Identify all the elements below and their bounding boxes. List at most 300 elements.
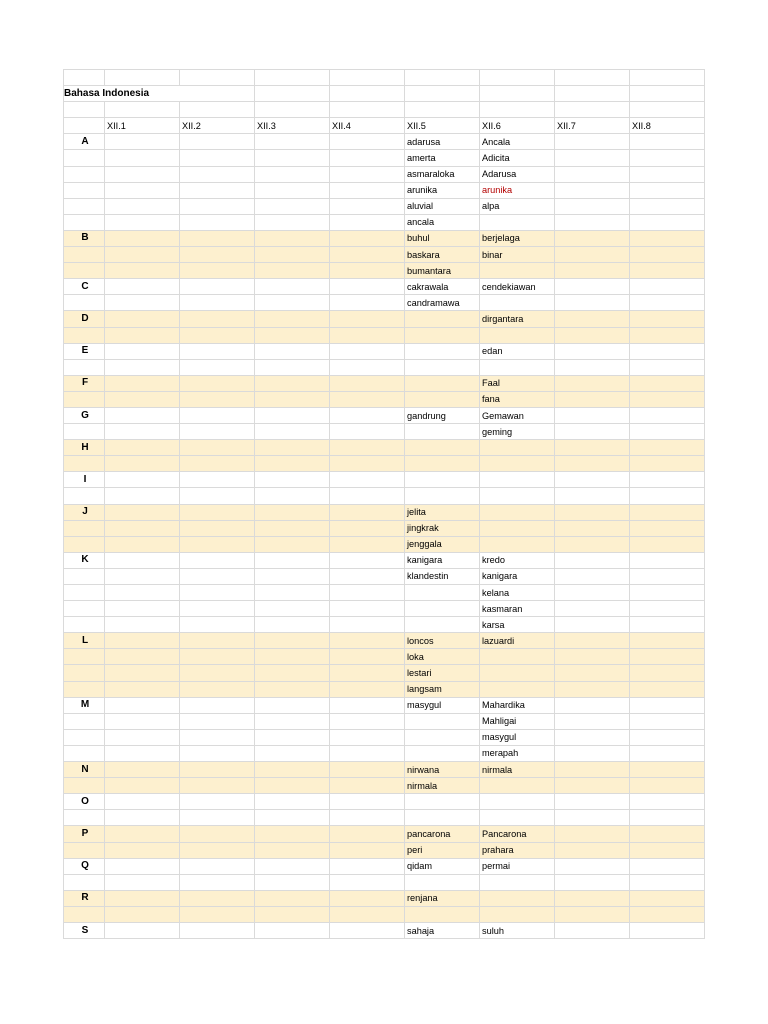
word-cell-xii5[interactable]: gandrung <box>405 407 480 423</box>
word-cell-xii6[interactable]: geming <box>480 424 555 440</box>
empty-cell[interactable] <box>555 198 630 214</box>
empty-cell[interactable] <box>105 134 180 150</box>
empty-cell[interactable] <box>180 166 255 182</box>
empty-cell[interactable] <box>555 890 630 906</box>
empty-cell[interactable] <box>105 424 180 440</box>
letter-cell[interactable] <box>64 665 105 681</box>
letter-cell[interactable] <box>64 247 105 263</box>
empty-cell[interactable] <box>255 504 330 520</box>
letter-cell[interactable] <box>64 810 105 826</box>
empty-cell[interactable] <box>330 375 405 391</box>
word-cell-xii6[interactable]: binar <box>480 247 555 263</box>
empty-cell[interactable] <box>330 697 405 713</box>
empty-cell[interactable] <box>105 230 180 246</box>
empty-cell[interactable] <box>105 198 180 214</box>
empty-cell[interactable] <box>630 858 705 874</box>
word-cell-xii6[interactable] <box>480 440 555 456</box>
word-cell-xii6[interactable] <box>480 890 555 906</box>
word-cell-xii5[interactable]: masygul <box>405 697 480 713</box>
empty-cell[interactable] <box>630 424 705 440</box>
empty-cell[interactable] <box>555 214 630 230</box>
empty-cell[interactable] <box>105 536 180 552</box>
empty-cell[interactable] <box>330 713 405 729</box>
empty-cell[interactable] <box>630 681 705 697</box>
empty-cell[interactable] <box>555 472 630 488</box>
word-cell-xii5[interactable]: pancarona <box>405 826 480 842</box>
empty-cell[interactable] <box>555 311 630 327</box>
word-cell-xii5[interactable]: nirmala <box>405 778 480 794</box>
word-cell-xii6[interactable] <box>480 810 555 826</box>
empty-cell[interactable] <box>555 536 630 552</box>
word-cell-xii6[interactable] <box>480 214 555 230</box>
empty-cell[interactable] <box>330 906 405 922</box>
word-cell-xii5[interactable] <box>405 601 480 617</box>
empty-cell[interactable] <box>255 343 330 359</box>
word-cell-xii5[interactable] <box>405 488 480 504</box>
letter-cell[interactable]: S <box>64 922 105 938</box>
empty-cell[interactable] <box>555 134 630 150</box>
empty-cell[interactable] <box>630 472 705 488</box>
empty-cell[interactable] <box>180 279 255 295</box>
empty-cell[interactable] <box>630 633 705 649</box>
letter-cell[interactable] <box>64 214 105 230</box>
empty-cell[interactable] <box>330 826 405 842</box>
empty-cell[interactable] <box>105 697 180 713</box>
empty-cell[interactable] <box>180 810 255 826</box>
empty-cell[interactable] <box>555 391 630 407</box>
empty-cell[interactable] <box>180 456 255 472</box>
empty-cell[interactable] <box>330 890 405 906</box>
empty-cell[interactable] <box>255 906 330 922</box>
empty-cell[interactable] <box>555 906 630 922</box>
word-cell-xii6[interactable]: Mahardika <box>480 697 555 713</box>
word-cell-xii6[interactable] <box>480 874 555 890</box>
empty-cell[interactable] <box>105 247 180 263</box>
word-cell-xii5[interactable]: baskara <box>405 247 480 263</box>
empty-cell[interactable] <box>180 375 255 391</box>
column-header[interactable]: XII.8 <box>630 118 705 134</box>
empty-cell[interactable] <box>330 327 405 343</box>
word-cell-xii5[interactable]: ancala <box>405 214 480 230</box>
letter-cell[interactable] <box>64 601 105 617</box>
empty-cell[interactable] <box>180 182 255 198</box>
word-cell-xii6[interactable]: fana <box>480 391 555 407</box>
empty-cell[interactable] <box>555 922 630 938</box>
empty-cell[interactable] <box>630 375 705 391</box>
empty-cell[interactable] <box>255 391 330 407</box>
empty-cell[interactable] <box>255 552 330 568</box>
empty-cell[interactable] <box>180 327 255 343</box>
empty-cell[interactable] <box>330 230 405 246</box>
empty-cell[interactable] <box>255 601 330 617</box>
empty-cell[interactable] <box>330 649 405 665</box>
word-cell-xii5[interactable]: asmaraloka <box>405 166 480 182</box>
empty-cell[interactable] <box>180 568 255 584</box>
empty-cell[interactable] <box>555 150 630 166</box>
empty-cell[interactable] <box>630 263 705 279</box>
empty-cell[interactable] <box>555 585 630 601</box>
empty-cell[interactable] <box>330 295 405 311</box>
empty-cell[interactable] <box>180 247 255 263</box>
empty-cell[interactable] <box>105 343 180 359</box>
empty-cell[interactable] <box>105 906 180 922</box>
empty-cell[interactable] <box>255 520 330 536</box>
empty-cell[interactable] <box>330 762 405 778</box>
letter-cell[interactable]: L <box>64 633 105 649</box>
empty-cell[interactable] <box>255 826 330 842</box>
letter-cell[interactable]: F <box>64 375 105 391</box>
word-cell-xii6[interactable]: masygul <box>480 729 555 745</box>
empty-cell[interactable] <box>105 327 180 343</box>
empty-cell[interactable] <box>555 778 630 794</box>
empty-cell[interactable] <box>105 375 180 391</box>
empty-cell[interactable] <box>630 488 705 504</box>
word-cell-xii6[interactable]: kanigara <box>480 568 555 584</box>
empty-cell[interactable] <box>630 713 705 729</box>
empty-cell[interactable] <box>630 150 705 166</box>
empty-cell[interactable] <box>630 568 705 584</box>
word-cell-xii6[interactable]: lazuardi <box>480 633 555 649</box>
word-cell-xii6[interactable]: alpa <box>480 198 555 214</box>
letter-cell[interactable]: I <box>64 472 105 488</box>
empty-cell[interactable] <box>105 681 180 697</box>
letter-cell[interactable] <box>64 295 105 311</box>
empty-cell[interactable] <box>630 665 705 681</box>
word-cell-xii5[interactable]: loncos <box>405 633 480 649</box>
empty-cell[interactable] <box>630 874 705 890</box>
empty-cell[interactable] <box>180 842 255 858</box>
empty-cell[interactable] <box>255 713 330 729</box>
word-cell-xii5[interactable] <box>405 794 480 810</box>
empty-cell[interactable] <box>330 198 405 214</box>
word-cell-xii6[interactable]: permai <box>480 858 555 874</box>
empty-cell[interactable] <box>330 488 405 504</box>
empty-cell[interactable] <box>255 150 330 166</box>
word-cell-xii6[interactable]: cendekiawan <box>480 279 555 295</box>
empty-cell[interactable] <box>330 504 405 520</box>
empty-cell[interactable] <box>330 263 405 279</box>
empty-cell[interactable] <box>630 649 705 665</box>
empty-cell[interactable] <box>255 407 330 423</box>
empty-cell[interactable] <box>105 359 180 375</box>
column-header[interactable]: XII.1 <box>105 118 180 134</box>
letter-cell[interactable] <box>64 536 105 552</box>
letter-cell[interactable]: H <box>64 440 105 456</box>
empty-cell[interactable] <box>180 359 255 375</box>
letter-cell[interactable] <box>64 327 105 343</box>
empty-cell[interactable] <box>330 214 405 230</box>
empty-cell[interactable] <box>630 504 705 520</box>
empty-cell[interactable] <box>555 456 630 472</box>
letter-cell[interactable] <box>64 150 105 166</box>
empty-cell[interactable] <box>180 922 255 938</box>
empty-cell[interactable] <box>630 826 705 842</box>
empty-cell[interactable] <box>180 794 255 810</box>
empty-cell[interactable] <box>105 633 180 649</box>
empty-cell[interactable] <box>555 681 630 697</box>
letter-cell[interactable] <box>64 874 105 890</box>
empty-cell[interactable] <box>630 456 705 472</box>
empty-cell[interactable] <box>630 279 705 295</box>
letter-cell[interactable] <box>64 681 105 697</box>
empty-cell[interactable] <box>105 729 180 745</box>
empty-cell[interactable] <box>105 568 180 584</box>
empty-cell[interactable] <box>330 922 405 938</box>
word-cell-xii6[interactable]: Faal <box>480 375 555 391</box>
word-cell-xii6[interactable]: arunika <box>480 182 555 198</box>
word-cell-xii6[interactable]: Ancala <box>480 134 555 150</box>
word-cell-xii5[interactable]: lestari <box>405 665 480 681</box>
empty-cell[interactable] <box>180 552 255 568</box>
empty-cell[interactable] <box>330 810 405 826</box>
letter-cell[interactable] <box>64 906 105 922</box>
word-cell-xii6[interactable]: Adicita <box>480 150 555 166</box>
empty-cell[interactable] <box>105 810 180 826</box>
empty-cell[interactable] <box>330 778 405 794</box>
empty-cell[interactable] <box>330 874 405 890</box>
letter-cell[interactable] <box>64 778 105 794</box>
empty-cell[interactable] <box>180 681 255 697</box>
empty-cell[interactable] <box>255 327 330 343</box>
word-cell-xii5[interactable]: bumantara <box>405 263 480 279</box>
word-cell-xii5[interactable] <box>405 585 480 601</box>
word-cell-xii6[interactable]: Mahligai <box>480 713 555 729</box>
letter-cell[interactable] <box>64 520 105 536</box>
empty-cell[interactable] <box>555 826 630 842</box>
word-cell-xii6[interactable]: Adarusa <box>480 166 555 182</box>
empty-cell[interactable] <box>330 633 405 649</box>
empty-cell[interactable] <box>105 778 180 794</box>
empty-cell[interactable] <box>105 762 180 778</box>
empty-cell[interactable] <box>330 729 405 745</box>
empty-cell[interactable] <box>630 247 705 263</box>
empty-cell[interactable] <box>555 842 630 858</box>
empty-cell[interactable] <box>255 649 330 665</box>
column-header[interactable]: XII.5 <box>405 118 480 134</box>
empty-cell[interactable] <box>555 279 630 295</box>
empty-cell[interactable] <box>255 922 330 938</box>
empty-cell[interactable] <box>180 230 255 246</box>
word-cell-xii5[interactable] <box>405 391 480 407</box>
empty-cell[interactable] <box>555 762 630 778</box>
empty-cell[interactable] <box>330 520 405 536</box>
empty-cell[interactable] <box>630 778 705 794</box>
word-cell-xii6[interactable] <box>480 504 555 520</box>
empty-cell[interactable] <box>105 504 180 520</box>
word-cell-xii6[interactable] <box>480 778 555 794</box>
empty-cell[interactable] <box>180 520 255 536</box>
word-cell-xii5[interactable]: adarusa <box>405 134 480 150</box>
empty-cell[interactable] <box>555 729 630 745</box>
empty-cell[interactable] <box>255 697 330 713</box>
letter-cell[interactable]: N <box>64 762 105 778</box>
empty-cell[interactable] <box>180 424 255 440</box>
word-cell-xii6[interactable]: Pancarona <box>480 826 555 842</box>
word-cell-xii6[interactable]: edan <box>480 343 555 359</box>
letter-cell[interactable] <box>64 585 105 601</box>
empty-cell[interactable] <box>630 697 705 713</box>
word-cell-xii5[interactable]: kanigara <box>405 552 480 568</box>
word-cell-xii6[interactable] <box>480 488 555 504</box>
empty-cell[interactable] <box>105 858 180 874</box>
empty-cell[interactable] <box>255 874 330 890</box>
empty-cell[interactable] <box>555 874 630 890</box>
empty-cell[interactable] <box>180 263 255 279</box>
empty-cell[interactable] <box>180 778 255 794</box>
word-cell-xii5[interactable]: loka <box>405 649 480 665</box>
empty-cell[interactable] <box>255 617 330 633</box>
word-cell-xii6[interactable] <box>480 472 555 488</box>
letter-cell[interactable]: R <box>64 890 105 906</box>
empty-cell[interactable] <box>255 472 330 488</box>
empty-cell[interactable] <box>555 295 630 311</box>
letter-cell[interactable]: M <box>64 697 105 713</box>
empty-cell[interactable] <box>105 440 180 456</box>
empty-cell[interactable] <box>255 745 330 761</box>
empty-cell[interactable] <box>180 407 255 423</box>
word-cell-xii5[interactable] <box>405 343 480 359</box>
column-header[interactable]: XII.2 <box>180 118 255 134</box>
empty-cell[interactable] <box>555 520 630 536</box>
letter-cell[interactable] <box>64 713 105 729</box>
empty-cell[interactable] <box>255 794 330 810</box>
empty-cell[interactable] <box>330 166 405 182</box>
empty-cell[interactable] <box>555 633 630 649</box>
empty-cell[interactable] <box>105 826 180 842</box>
empty-cell[interactable] <box>630 906 705 922</box>
empty-cell[interactable] <box>630 729 705 745</box>
empty-cell[interactable] <box>555 263 630 279</box>
empty-cell[interactable] <box>255 568 330 584</box>
empty-cell[interactable] <box>630 842 705 858</box>
word-cell-xii6[interactable] <box>480 536 555 552</box>
column-header[interactable]: XII.3 <box>255 118 330 134</box>
empty-cell[interactable] <box>330 858 405 874</box>
empty-cell[interactable] <box>555 617 630 633</box>
empty-cell[interactable] <box>255 665 330 681</box>
letter-cell[interactable]: E <box>64 343 105 359</box>
empty-cell[interactable] <box>255 311 330 327</box>
word-cell-xii6[interactable]: prahara <box>480 842 555 858</box>
empty-cell[interactable] <box>630 520 705 536</box>
empty-cell[interactable] <box>330 407 405 423</box>
word-cell-xii5[interactable] <box>405 617 480 633</box>
empty-cell[interactable] <box>180 198 255 214</box>
empty-cell[interactable] <box>630 214 705 230</box>
empty-cell[interactable] <box>180 536 255 552</box>
empty-cell[interactable] <box>630 311 705 327</box>
letter-cell[interactable]: B <box>64 230 105 246</box>
empty-cell[interactable] <box>630 794 705 810</box>
empty-cell[interactable] <box>180 745 255 761</box>
empty-cell[interactable] <box>555 230 630 246</box>
empty-cell[interactable] <box>630 327 705 343</box>
letter-cell[interactable] <box>64 745 105 761</box>
empty-cell[interactable] <box>255 279 330 295</box>
empty-cell[interactable] <box>330 359 405 375</box>
empty-cell[interactable] <box>105 166 180 182</box>
empty-cell[interactable] <box>630 536 705 552</box>
empty-cell[interactable] <box>555 343 630 359</box>
empty-cell[interactable] <box>180 762 255 778</box>
empty-cell[interactable] <box>630 922 705 938</box>
empty-cell[interactable] <box>555 713 630 729</box>
empty-cell[interactable] <box>105 391 180 407</box>
empty-cell[interactable] <box>105 279 180 295</box>
letter-cell[interactable] <box>64 488 105 504</box>
letter-cell[interactable] <box>64 263 105 279</box>
word-cell-xii5[interactable] <box>405 359 480 375</box>
word-cell-xii5[interactable] <box>405 472 480 488</box>
empty-cell[interactable] <box>255 810 330 826</box>
empty-cell[interactable] <box>555 697 630 713</box>
word-cell-xii6[interactable]: kredo <box>480 552 555 568</box>
empty-cell[interactable] <box>330 440 405 456</box>
letter-cell[interactable] <box>64 166 105 182</box>
empty-cell[interactable] <box>330 424 405 440</box>
empty-cell[interactable] <box>330 311 405 327</box>
empty-cell[interactable] <box>555 182 630 198</box>
empty-cell[interactable] <box>105 150 180 166</box>
empty-cell[interactable] <box>255 263 330 279</box>
empty-cell[interactable] <box>180 649 255 665</box>
word-cell-xii5[interactable]: qidam <box>405 858 480 874</box>
letter-cell[interactable]: K <box>64 552 105 568</box>
word-cell-xii6[interactable] <box>480 327 555 343</box>
empty-cell[interactable] <box>330 182 405 198</box>
empty-cell[interactable] <box>105 295 180 311</box>
letter-cell[interactable] <box>64 424 105 440</box>
empty-cell[interactable] <box>255 440 330 456</box>
empty-cell[interactable] <box>555 424 630 440</box>
empty-cell[interactable] <box>555 810 630 826</box>
word-cell-xii6[interactable]: dirgantara <box>480 311 555 327</box>
word-cell-xii5[interactable]: peri <box>405 842 480 858</box>
empty-cell[interactable] <box>330 681 405 697</box>
empty-cell[interactable] <box>255 134 330 150</box>
empty-cell[interactable] <box>255 247 330 263</box>
word-cell-xii5[interactable]: jenggala <box>405 536 480 552</box>
empty-cell[interactable] <box>255 681 330 697</box>
empty-cell[interactable] <box>105 456 180 472</box>
word-cell-xii5[interactable]: renjana <box>405 890 480 906</box>
empty-cell[interactable] <box>105 552 180 568</box>
empty-cell[interactable] <box>630 762 705 778</box>
empty-cell[interactable] <box>105 407 180 423</box>
empty-cell[interactable] <box>330 665 405 681</box>
empty-cell[interactable] <box>330 745 405 761</box>
word-cell-xii6[interactable] <box>480 520 555 536</box>
letter-cell[interactable]: O <box>64 794 105 810</box>
empty-cell[interactable] <box>255 166 330 182</box>
empty-cell[interactable] <box>105 182 180 198</box>
empty-cell[interactable] <box>180 601 255 617</box>
empty-cell[interactable] <box>105 214 180 230</box>
empty-cell[interactable] <box>180 504 255 520</box>
word-cell-xii6[interactable] <box>480 794 555 810</box>
empty-cell[interactable] <box>555 665 630 681</box>
letter-cell[interactable]: D <box>64 311 105 327</box>
empty-cell[interactable] <box>555 794 630 810</box>
empty-cell[interactable] <box>180 633 255 649</box>
empty-cell[interactable] <box>180 890 255 906</box>
column-header[interactable]: XII.6 <box>480 118 555 134</box>
word-cell-xii5[interactable] <box>405 424 480 440</box>
letter-cell[interactable] <box>64 729 105 745</box>
empty-cell[interactable] <box>105 745 180 761</box>
empty-cell[interactable] <box>555 359 630 375</box>
empty-cell[interactable] <box>555 504 630 520</box>
